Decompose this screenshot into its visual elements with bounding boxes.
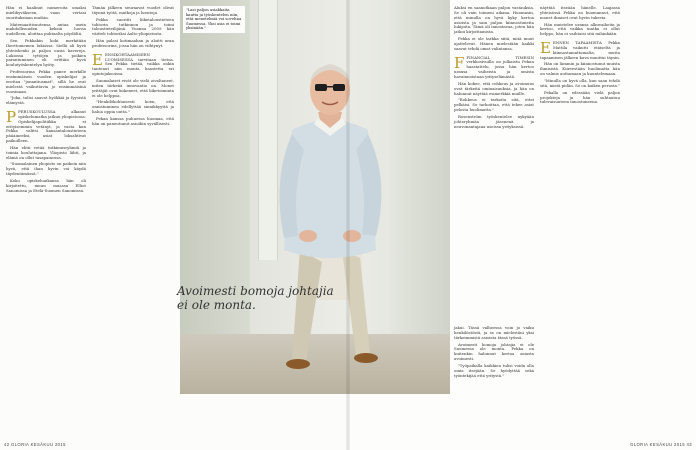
paragraph: Pekka suoritti liiketaloustieteen tohtorin tutkinnon ja toimi taloustieteilijänä. Vuonna 2009 hän väitteli tohtoriksi Aalto-yliopistosta. xyxy=(92,16,174,37)
section-lead: FFINANCIAL TIMESIN verkkosivuilla on julkaistu Pekan haastattelu, jossa hän kertoo uransa vaiheista ja omista havainnoistaan yrityselämästä. xyxy=(454,53,534,79)
paragraph: "Suomalainen yliopisto on paikoin niin hyvä, että ihan hyvin voi käydä täydentämässä." xyxy=(6,161,86,177)
drop-cap: E xyxy=(540,39,551,58)
drop-cap: E xyxy=(92,50,103,69)
sunglasses-bridge xyxy=(327,86,333,88)
paragraph: Pekalla on edessään vielä paljon projekteja ja hän suhtautuu tulevaisuuteen innostuneena. xyxy=(540,89,620,105)
paragraph: Avoimesti homoja johtajia ei ole Suomessa ole monta. Pekka on kuitenkin halunnut kertoa asiasta avoimesti. xyxy=(454,341,534,362)
paragraph: Hän on lämmin ja kiinnostunut muista ihmisistä. Kiireestään huolimatta hän on valmis auttamaan ja kuuntelemaan. xyxy=(540,61,620,77)
paragraph: Hän muistelee uransa alkuvaiheita ja kertoo, että vaikka matka ei ollut helppo, hän ei vaihtaisi sitä mihinkään. xyxy=(540,21,620,37)
paragraph: Pekan kanssa puhuessa huomaa, että hän on paneutunut asioihin syvällisesti. xyxy=(92,115,174,126)
text-column-3-bottom xyxy=(454,326,534,380)
paragraph: "Työpaikalla kaikkien tulisi voida olla omia itsejään. Se hyödyttää sekä työntekijää että yritystä." xyxy=(454,362,534,378)
drop-cap: F xyxy=(454,53,465,72)
paragraph: "Joka, tulisi saavat hyökkiä ja fyysistä elämystä. xyxy=(6,95,86,106)
text-column-2 xyxy=(92,6,174,129)
paragraph: Hän ehtii vetää tutkimusryhmiä ja toimia kouluttajana. Yliopisto lähti, ja elämä on ollut tasapainossa. xyxy=(6,144,86,160)
paragraph: Pekka ei ole tarkka siitä, mitä muut ajattelevat. Hänen mielestään kaikki saavat tehdä omat valintansa. xyxy=(454,36,534,51)
text-column-1 xyxy=(6,6,86,196)
sunglasses-right xyxy=(333,84,345,91)
portrait-photo xyxy=(180,0,450,394)
paragraph: "Rohkeus ei tarkoita sitä, ettei pelkäisi. Se tarkoittaa, että tekee asiat pelosta huolimatta." xyxy=(454,97,534,113)
paragraph: Sen Pekkakin koki merkitään Iherttoniemen lukiossa. Siellä oli hyvä yhteishenki ja paljon uusia kavereja. Lukiossa tyttöjen ja poikien parantuminen oli erittäin hyvä koulutyöskentelyn hyöty. xyxy=(6,38,86,68)
section-lead: EENNEN TAPAAMISTA Pekka Mattila vaikutti etäiseltä ja kiinnostamattomalta, mutta tapaamisen jälkeen kuva muuttui täysin. xyxy=(540,39,620,60)
paragraph: näyttää itseään hänelle. Laajassa yhteisössä Pekka on huomannut, että monet ihmiset ovat hyvin tukevia. xyxy=(540,5,620,20)
spread-gutter xyxy=(346,0,350,450)
left-shoe xyxy=(286,359,310,369)
paragraph: Rosenström työskentelee nykyään johtoryhmän jäsenenä ja neuvonantajana useissa yrityksissä. xyxy=(454,113,534,129)
pull-quote: Avoimesti bomoja johtajia ei ole monta. xyxy=(177,284,334,312)
sunglasses-left xyxy=(315,84,327,91)
paragraph: Hän ei haalinut numeroita omaksi mielihyväkseen, vaan vertasi suorituksiaan muihin. xyxy=(6,5,86,20)
paragraph: Hän palasi kotimaahan ja aloitti uran professorina, jossa hän on viihtynyt. xyxy=(92,38,174,48)
page-footer-left: 42 GLORIA KESÄKUU 2015 xyxy=(4,442,66,447)
paragraph: jakui. Tässä valheessa voin jo vaiku henkilöstöstä, ja se on mielestäni yksi tärkeimmistä asioista tässä työssä. xyxy=(454,325,534,340)
person-illustration xyxy=(180,0,450,394)
paragraph: Suomalaiset eivät ole vielä oivaltaneet, miten tärkeää innovaatio on. Monet yrittäjät ovat kokeneet, että liiketoiminta ei ole helppoa. xyxy=(92,77,174,98)
paragraph: "Minulla on hyvä olla, kun saan tehdä sitä, mistä pidän. Se on kaiken perusta." xyxy=(540,77,620,88)
left-hand xyxy=(299,230,317,242)
paragraph: "Henkilökohtaisesti koen, että onnistuminen edellyttää sinnikkyyttä ja halua oppia uutta." xyxy=(92,99,174,115)
right-shoe xyxy=(354,353,378,363)
text-column-4 xyxy=(540,6,620,107)
text-column-3 xyxy=(454,6,534,131)
drop-cap: P xyxy=(6,108,17,127)
sweater xyxy=(284,120,376,258)
paragraph: Koko opiskeluaikansa hän oli kirjoitettu, muun muassa Elliot Sanomissa ja Etelä-Suomen Sanomissa. xyxy=(6,178,86,193)
paragraph: Tämän jälkeen seuraavat vuodet olivat täynnä työtä, matkoja ja luentoja. xyxy=(92,5,174,15)
paragraph: Matemaattisuutensa antaa usein mahdollisuuden keksiä luovia uudelleen, aloittaa puhtaalta pöydältä. xyxy=(6,21,86,37)
section-lead: EENSIKOHTAAMISEEN LUOMISESSA tarvitaan tietoa. Sen Pekka tietää, vaikka onkin tuntenut niin monta haastetta eri opintojaksoissa. xyxy=(92,50,174,77)
paragraph: Professorina Pekka panee merkille ensimmäisen vuoden opiskelijat ja erottaa "jonantiusmat", sillä he ovat mielestä vaikuttavia jo ensimmäisinä vuosinaan. xyxy=(6,69,86,94)
page-footer-right: GLORIA KESÄKUU 2015 43 xyxy=(630,442,692,447)
photo-caption: "Lasi paljon asiakkaita kautta ja työskentelen niin, että menetelmiä voi soveltaa Suomessa. Yksi asia ei toimi yksinään." xyxy=(183,6,245,33)
paragraph: Hän kokee, että rohkeus ja avoimuus ovat tärkeitä ominaisuuksia, ja hän on halunnut näyttää esimerkkiä muille. xyxy=(454,80,534,96)
section-lead: PPERUSKOULUSSA alkanut opiskelumatka jatkuu yliopistossa. Opiskelijapolitiikka ei erityisemmin vetänyt, ja vasta kun Pekka valitsi kansantaloustieteen pääaineeksi, asiat loksahtivat paikoilleen. xyxy=(6,108,86,144)
paragraph: Aluksi en saanutkaan paljon vastauksia. Se oli vain toimeni aikana. Huomasin, että minulla on hyvä kyky kertoa asioista ja sain paljon kiinnostuneita lukijoita. Tämä oli innostavaa, joten hän jatkoi kirjoittamista. xyxy=(454,5,534,35)
